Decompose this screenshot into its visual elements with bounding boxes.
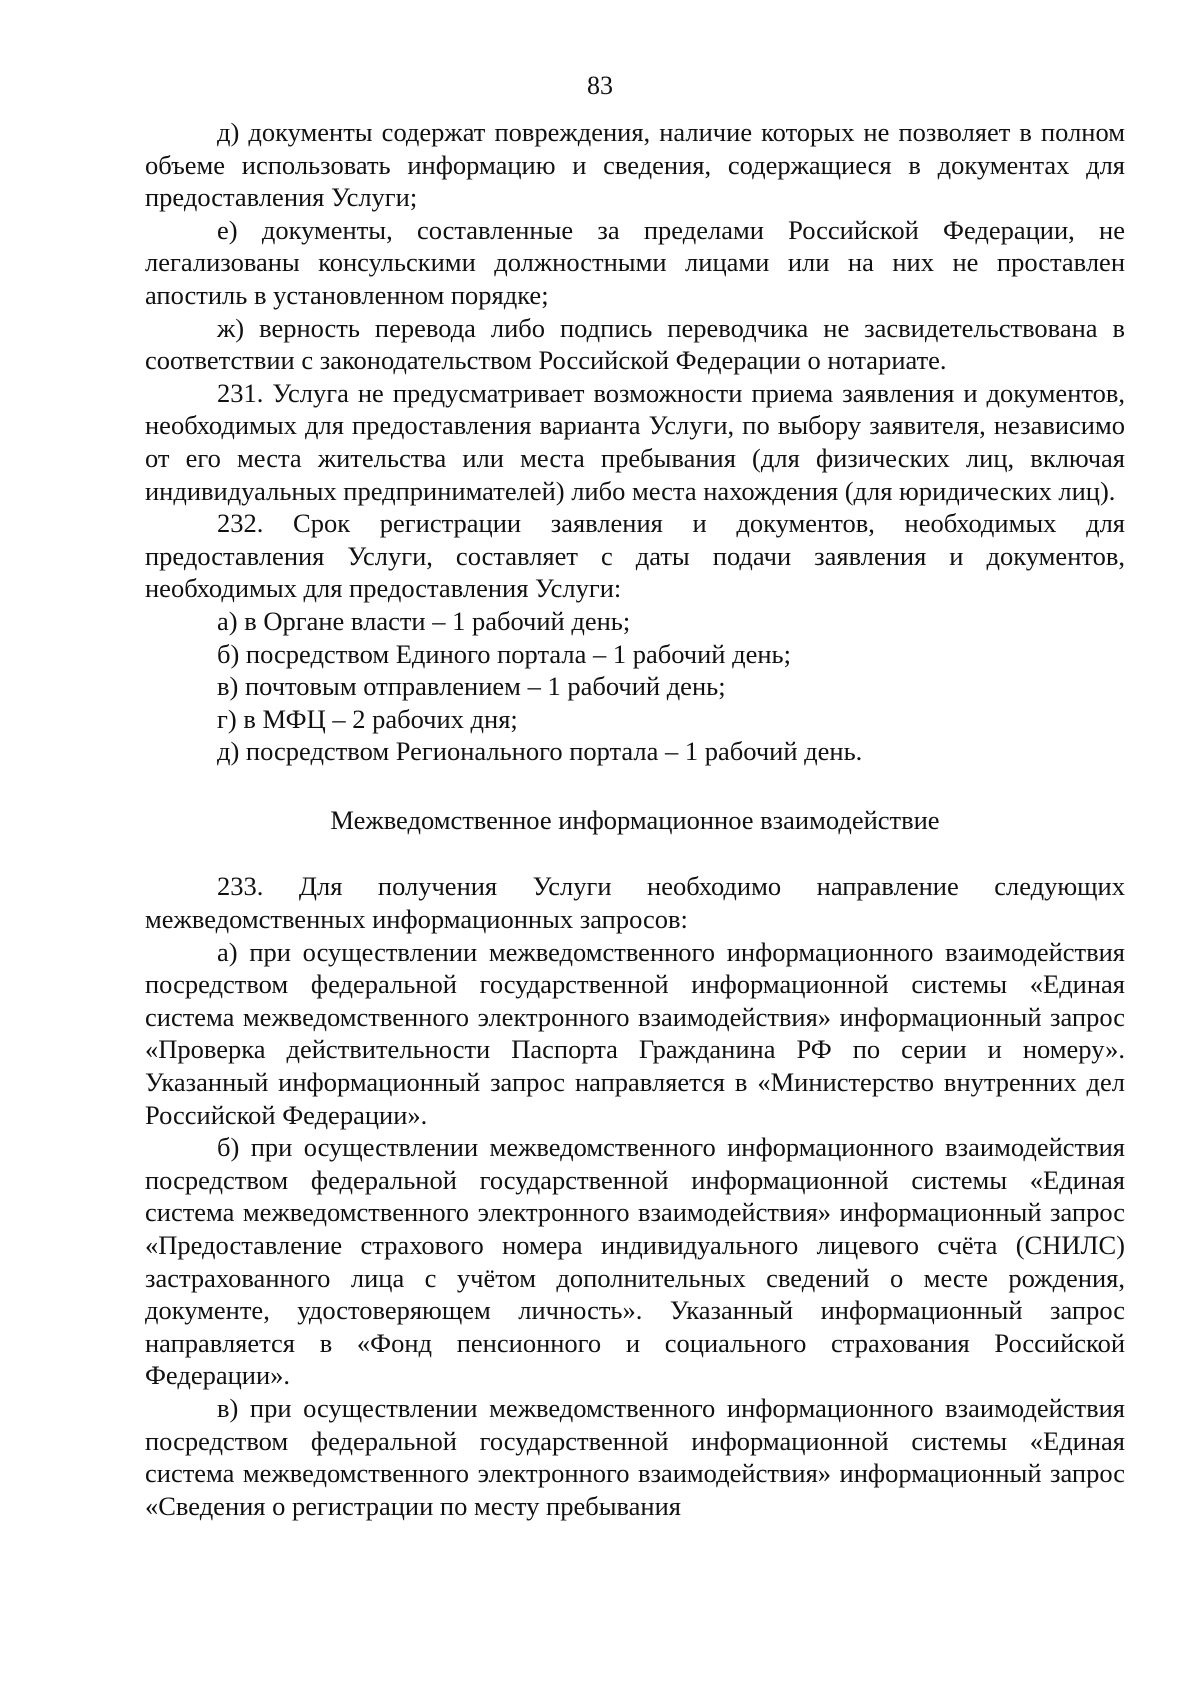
document-body (145, 116, 1125, 1522)
paragraph-233-b: б) при осуществлении межведомственного информационного взаимодействия посредством федеральной государственной информационной системы «Единая система межведомственного электронного взаимодействия» информационный запрос «Предоставление страхового номера индивидуального лицевого счёта (СНИЛС) застрахованного лица с учётом дополнительных сведений о месте рождения, документе, удостоверяющем личность». Указанный информационный запрос направляется в «Фонд пенсионного и социального страхования Российской Федерации». (145, 1132, 1125, 1391)
section-heading: Межведомственное информационное взаимодействие (330, 804, 940, 835)
list-item-b-unified-portal: б) посредством Единого портала – 1 рабочий день; (217, 638, 791, 669)
paragraph-233: 233. Для получения Услуги необходимо направление следующих межведомственных информационных запросов: (145, 871, 1125, 935)
paragraph-item-zh-translation: ж) верность перевода либо подпись переводчика не засвидетельствована в соответствии с законодательством Российской Федерации о нотариате. (145, 312, 1125, 376)
page-number: 83 (587, 71, 613, 100)
list-item-a-authority: а) в Органе власти – 1 рабочий день; (217, 605, 631, 636)
list-item-d-regional-portal: д) посредством Регионального портала – 1 рабочий день. (217, 736, 863, 767)
paragraph-232: 232. Срок регистрации заявления и документов, необходимых для предоставления Услуги, составляет с даты подачи заявления и документов, необходимых для предоставления Услуги: (145, 508, 1125, 604)
paragraph-item-e-legalization: е) документы, составленные за пределами Российской Федерации, не легализованы консульскими должностными лицами или на них не проставлен апостиль в установленном порядке; (145, 214, 1125, 310)
paragraph-233-v: в) при осуществлении межведомственного информационного взаимодействия посредством федеральной государственной информационной системы «Единая система межведомственного электронного взаимодействия» информационный запрос «Сведения о регистрации по месту пребывания (145, 1392, 1125, 1521)
paragraph-233-a: а) при осуществлении межведомственного информационного взаимодействия посредством федеральной государственной информационной системы «Единая система межведомственного электронного взаимодействия» информационный запрос «Проверка действительности Паспорта Гражданина РФ по серии и номеру». Указанный информационный запрос направляется в «Министерство внутренних дел Российской Федерации». (145, 936, 1125, 1130)
paragraph-item-d-damage: д) документы содержат повреждения, наличие которых не позволяет в полном объеме использовать информацию и сведения, содержащиеся в документах для предоставления Услуги; (145, 117, 1125, 213)
list-item-v-postal: в) почтовым отправлением – 1 рабочий день; (217, 671, 726, 702)
list-item-g-mfc: г) в МФЦ – 2 рабочих дня; (217, 703, 518, 734)
paragraph-231: 231. Услуга не предусматривает возможности приема заявления и документов, необходимых для предоставления варианта Услуги, по выбору заявителя, независимо от его места жительства или места пребывания (для физических лиц, включая индивидуальных предпринимателей) либо места нахождения (для юридических лиц). (145, 377, 1125, 506)
